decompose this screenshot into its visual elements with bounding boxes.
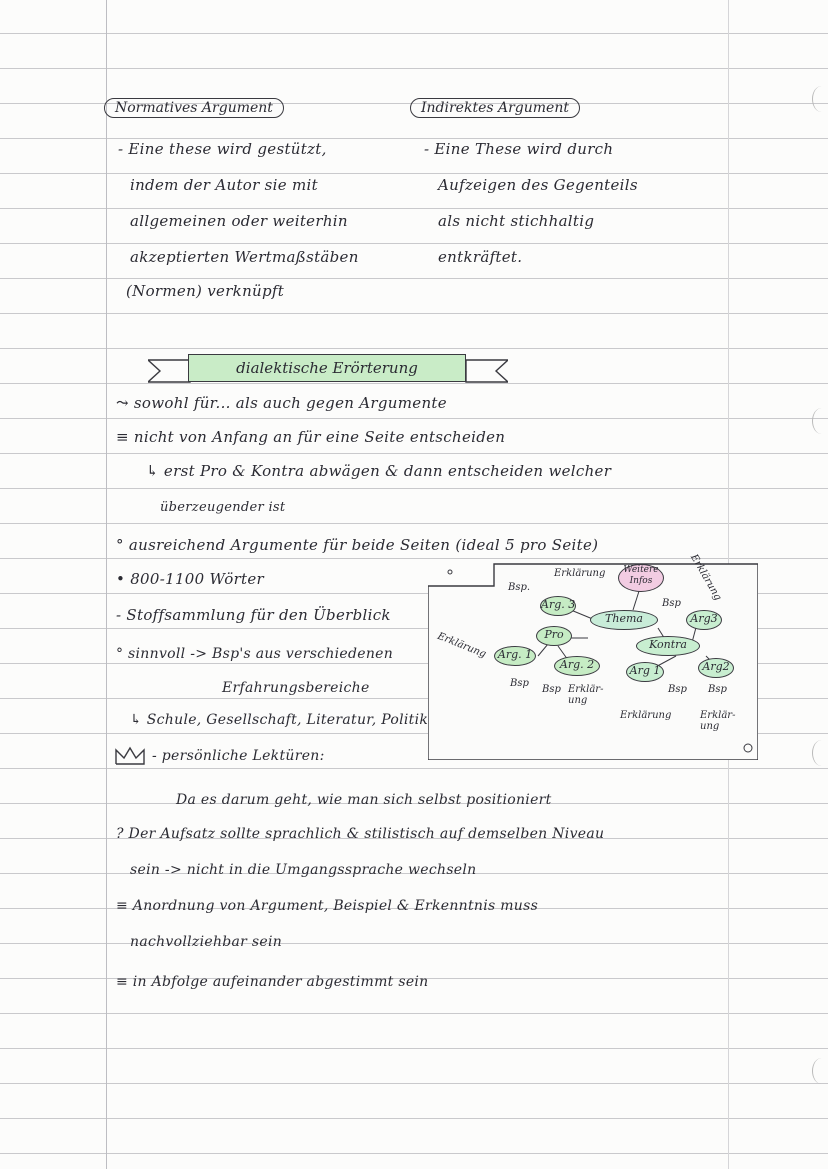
mindmap-label: Bsp	[510, 678, 529, 689]
mindmap-label: Bsp	[708, 684, 727, 695]
mindmap-label: Erklär-ung	[568, 684, 604, 706]
mindmap-label: Bsp	[668, 684, 687, 695]
text-line: (Normen) verknüpft	[126, 282, 285, 300]
mindmap-pro-arg2: Arg. 2	[554, 656, 600, 676]
heading-normatives-argument: Normatives Argument	[104, 98, 284, 118]
mindmap-pro: Pro	[536, 626, 572, 646]
text-line: - Stoffsammlung für den Überblick	[116, 606, 391, 624]
section-banner	[148, 348, 508, 388]
mindmap-thema: Thema	[590, 610, 658, 630]
text-line: ≡ nicht von Anfang an für eine Seite entscheiden	[116, 428, 506, 446]
mindmap-label: Bsp.	[508, 582, 531, 593]
text-line: ↳ erst Pro & Kontra abwägen & dann entscheiden welcher	[146, 462, 612, 480]
text-line: nachvollziehbar sein	[130, 934, 283, 950]
mindmap-label: Erklärung	[620, 710, 672, 721]
crown-icon	[112, 744, 148, 768]
punch-hole	[812, 1058, 828, 1084]
text-line: - persönliche Lektüren:	[152, 748, 325, 764]
mindmap-label: Erklärung	[688, 552, 724, 603]
text-line: Aufzeigen des Gegenteils	[438, 176, 638, 194]
mindmap-kontra-arg1: Arg 1	[626, 662, 664, 682]
text-line: ? Der Aufsatz sollte sprachlich & stilistisch auf demselben Niveau	[116, 826, 605, 842]
margin-line	[106, 0, 107, 1169]
text-line: ↳ Schule, Gesellschaft, Literatur, Politik	[130, 712, 429, 728]
text-line: überzeugender ist	[160, 500, 286, 515]
text-line: akzeptierten Wertmaßstäben	[130, 248, 359, 266]
mindmap-kontra-arg2: Arg2	[698, 658, 734, 678]
text-line: ° ausreichend Argumente für beide Seiten (ideal 5 pro Seite)	[116, 536, 599, 554]
text-line: ≡ in Abfolge aufeinander abgestimmt sein	[116, 974, 429, 990]
text-line: - Eine these wird gestützt,	[118, 140, 327, 158]
text-line: allgemeinen oder weiterhin	[130, 212, 348, 230]
text-line: entkräftet.	[438, 248, 523, 266]
mindmap-label: Bsp	[542, 684, 561, 695]
text-line: sein -> nicht in die Umgangssprache wechseln	[130, 862, 477, 878]
text-line: - Eine These wird durch	[424, 140, 614, 158]
text-line: indem der Autor sie mit	[130, 176, 318, 194]
punch-hole	[812, 740, 828, 766]
mindmap-label: Erklär-ung	[700, 710, 736, 732]
heading-indirektes-argument: Indirektes Argument	[410, 98, 580, 118]
text-line: ° sinnvoll -> Bsp's aus verschiedenen	[116, 646, 394, 662]
punch-hole	[812, 86, 828, 112]
banner-title: dialektische Erörterung	[188, 354, 466, 382]
text-line: • 800-1100 Wörter	[116, 570, 265, 588]
mindmap-label: Bsp	[662, 598, 681, 609]
text-line: ⤳ sowohl für... als auch gegen Argumente	[116, 394, 447, 412]
mindmap-pro-arg3: Arg. 3	[540, 596, 576, 616]
punch-hole	[812, 408, 828, 434]
mindmap-weitere-infos: Weitere Infos	[618, 564, 664, 592]
mindmap-kontra: Kontra	[636, 636, 700, 656]
text-line: als nicht stichhaltig	[438, 212, 595, 230]
mindmap-label: Erklärung	[554, 568, 606, 579]
text-line: Da es darum geht, wie man sich selbst positioniert	[176, 792, 552, 808]
mindmap-label: Erklärung	[435, 630, 488, 661]
mindmap-pro-arg1: Arg. 1	[494, 646, 536, 666]
text-line: Erfahrungsbereiche	[222, 680, 370, 696]
mindmap-sketch	[428, 552, 758, 760]
mindmap-kontra-arg3: Arg3	[686, 610, 722, 630]
text-line: ≡ Anordnung von Argument, Beispiel & Erkenntnis muss	[116, 898, 539, 914]
